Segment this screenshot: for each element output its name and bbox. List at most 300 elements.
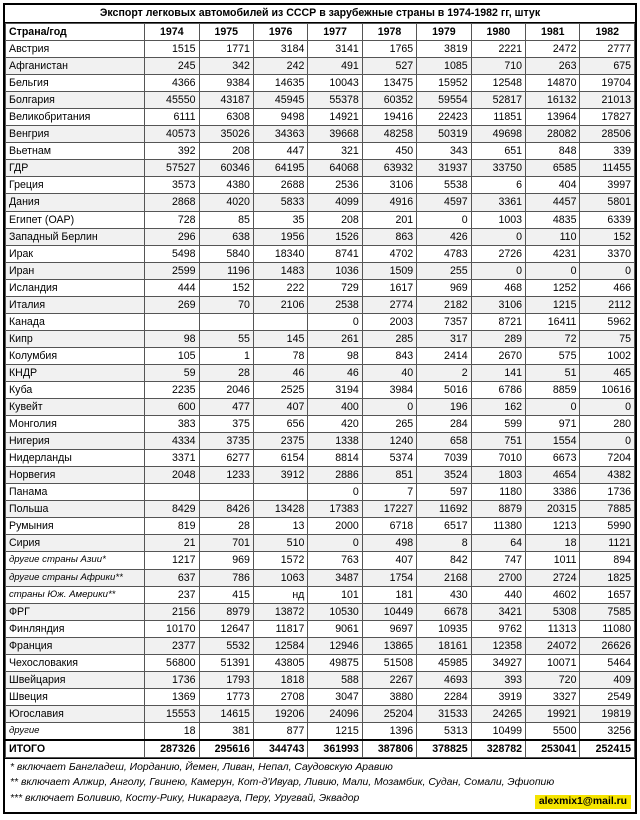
total-value-cell: 287326 [145, 740, 199, 758]
table-row [6, 58, 635, 75]
total-value-cell: 361993 [308, 740, 362, 758]
country-name: Франция [6, 637, 145, 654]
value-cell: 1803 [471, 467, 525, 484]
value-cell: 289 [471, 330, 525, 347]
value-cell: 588 [308, 671, 362, 688]
value-cell: 7204 [580, 450, 635, 467]
header-year-1977: 1977 [308, 24, 362, 41]
value-cell: 0 [308, 313, 362, 330]
value-cell: 1754 [362, 569, 416, 586]
value-cell: 2284 [417, 688, 471, 705]
value-cell: 64068 [308, 160, 362, 177]
country-name: Польша [6, 501, 145, 518]
country-name: Исландия [6, 279, 145, 296]
value-cell: 656 [253, 416, 307, 433]
value-cell: 1063 [253, 569, 307, 586]
country-name: Чехословакия [6, 654, 145, 671]
value-cell: 6277 [199, 450, 253, 467]
value-cell: 12946 [308, 637, 362, 654]
value-cell: 3819 [417, 41, 471, 58]
value-cell: 14635 [253, 75, 307, 92]
value-cell: 2375 [253, 433, 307, 450]
value-cell: 4602 [526, 586, 580, 603]
value-cell: 110 [526, 228, 580, 245]
country-name: Египет (ОАР) [6, 211, 145, 228]
value-cell: 3524 [417, 467, 471, 484]
value-cell: 64 [471, 535, 525, 552]
value-cell: 5308 [526, 603, 580, 620]
table-row [6, 262, 635, 279]
value-cell: 2472 [526, 41, 580, 58]
country-name: Греция [6, 177, 145, 194]
value-cell: 420 [308, 416, 362, 433]
value-cell: 863 [362, 228, 416, 245]
total-value-cell: 344743 [253, 740, 307, 758]
value-cell: 375 [199, 416, 253, 433]
value-cell: 15952 [417, 75, 471, 92]
value-cell: 6308 [199, 109, 253, 126]
value-cell: 40 [362, 364, 416, 381]
value-cell: 3327 [526, 688, 580, 705]
value-cell: 78 [253, 347, 307, 364]
value-cell: 6585 [526, 160, 580, 177]
value-cell: 675 [580, 58, 635, 75]
value-cell: 45550 [145, 92, 199, 109]
table-row [6, 143, 635, 160]
value-cell: 49698 [471, 126, 525, 143]
value-cell: 13872 [253, 603, 307, 620]
table-row [6, 228, 635, 245]
value-cell: 2688 [253, 177, 307, 194]
value-cell: 255 [417, 262, 471, 279]
value-cell: 141 [471, 364, 525, 381]
value-cell: 16132 [526, 92, 580, 109]
value-cell: 196 [417, 399, 471, 416]
value-cell: 3256 [580, 722, 635, 740]
value-cell: 11851 [471, 109, 525, 126]
value-cell: 4835 [526, 211, 580, 228]
table-row [6, 467, 635, 484]
country-name: Болгария [6, 92, 145, 109]
table-row [6, 433, 635, 450]
value-cell [253, 484, 307, 501]
value-cell: 3573 [145, 177, 199, 194]
table-row [6, 654, 635, 671]
country-name: Финляндия [6, 620, 145, 637]
value-cell: 1338 [308, 433, 362, 450]
value-cell: 28082 [526, 126, 580, 143]
country-name: страны Юж. Америки** [6, 586, 145, 603]
table-row [6, 688, 635, 705]
value-cell: 651 [471, 143, 525, 160]
value-cell: 51508 [362, 654, 416, 671]
value-cell: 19416 [362, 109, 416, 126]
value-cell: 786 [199, 569, 253, 586]
total-value-cell: 328782 [471, 740, 525, 758]
value-cell: 1396 [362, 722, 416, 740]
value-cell [199, 484, 253, 501]
header-year-1978: 1978 [362, 24, 416, 41]
table-row [6, 722, 635, 740]
value-cell: 3141 [308, 41, 362, 58]
value-cell: 339 [580, 143, 635, 160]
value-cell: 1215 [526, 296, 580, 313]
value-cell: 4654 [526, 467, 580, 484]
value-cell: 13964 [526, 109, 580, 126]
country-name: Бельгия [6, 75, 145, 92]
country-name: другие страны Африки** [6, 569, 145, 586]
value-cell: нд [253, 586, 307, 603]
value-cell: 599 [471, 416, 525, 433]
value-cell: 1554 [526, 433, 580, 450]
country-name: Панама [6, 484, 145, 501]
value-cell: 3370 [580, 245, 635, 262]
value-cell: 12548 [471, 75, 525, 92]
value-cell: 710 [471, 58, 525, 75]
value-cell: 2 [417, 364, 471, 381]
total-label: ИТОГО [6, 740, 145, 758]
table-row [6, 484, 635, 501]
value-cell: 1121 [580, 535, 635, 552]
value-cell: 9762 [471, 620, 525, 637]
value-cell: 4380 [199, 177, 253, 194]
value-cell: 1213 [526, 518, 580, 535]
export-table-sheet [3, 3, 637, 814]
value-cell: 33750 [471, 160, 525, 177]
value-cell: 342 [199, 58, 253, 75]
value-cell: 321 [308, 143, 362, 160]
value-cell: 5374 [362, 450, 416, 467]
country-name: Иран [6, 262, 145, 279]
value-cell: 4457 [526, 194, 580, 211]
value-cell: 5498 [145, 245, 199, 262]
value-cell: 0 [308, 535, 362, 552]
value-cell: 3194 [308, 381, 362, 398]
value-cell: 701 [199, 535, 253, 552]
value-cell: 4231 [526, 245, 580, 262]
value-cell: 498 [362, 535, 416, 552]
table-row [6, 347, 635, 364]
value-cell: 222 [253, 279, 307, 296]
value-cell: 465 [580, 364, 635, 381]
table-row [6, 177, 635, 194]
header-row [6, 24, 635, 41]
table-row [6, 126, 635, 143]
value-cell: 1617 [362, 279, 416, 296]
country-name: другие [6, 722, 145, 740]
value-cell: 98 [145, 330, 199, 347]
value-cell: 843 [362, 347, 416, 364]
country-name: Швейцария [6, 671, 145, 688]
value-cell: 4099 [308, 194, 362, 211]
value-cell: 0 [471, 262, 525, 279]
value-cell: 1011 [526, 552, 580, 569]
value-cell: 597 [417, 484, 471, 501]
value-cell: 426 [417, 228, 471, 245]
total-value-cell: 295616 [199, 740, 253, 758]
value-cell: 35 [253, 211, 307, 228]
value-cell: 6786 [471, 381, 525, 398]
value-cell: 85 [199, 211, 253, 228]
value-cell: 2538 [308, 296, 362, 313]
value-cell: 11380 [471, 518, 525, 535]
author-email[interactable]: alexmix1@mail.ru [535, 795, 631, 809]
value-cell: 2549 [580, 688, 635, 705]
value-cell: 7010 [471, 450, 525, 467]
value-cell: 49875 [308, 654, 362, 671]
value-cell: 25204 [362, 705, 416, 722]
value-cell: 10616 [580, 381, 635, 398]
country-name: Швеция [6, 688, 145, 705]
country-name: КНДР [6, 364, 145, 381]
value-cell: 1736 [580, 484, 635, 501]
value-cell: 0 [580, 433, 635, 450]
value-cell: 59554 [417, 92, 471, 109]
value-cell: 21013 [580, 92, 635, 109]
value-cell: 2774 [362, 296, 416, 313]
value-cell: 2414 [417, 347, 471, 364]
value-cell: 14870 [526, 75, 580, 92]
value-cell: 34927 [471, 654, 525, 671]
value-cell: 8429 [145, 501, 199, 518]
value-cell: 2536 [308, 177, 362, 194]
value-cell: 28 [199, 518, 253, 535]
value-cell: 1233 [199, 467, 253, 484]
value-cell: 409 [580, 671, 635, 688]
value-cell: 3735 [199, 433, 253, 450]
country-name: Норвегия [6, 467, 145, 484]
country-name: Монголия [6, 416, 145, 433]
value-cell: 343 [417, 143, 471, 160]
value-cell: 6111 [145, 109, 199, 126]
value-cell: 1196 [199, 262, 253, 279]
table-row [6, 381, 635, 398]
value-cell: 105 [145, 347, 199, 364]
value-cell: 98 [308, 347, 362, 364]
value-cell: 2156 [145, 603, 199, 620]
value-cell: 57527 [145, 160, 199, 177]
value-cell: 527 [362, 58, 416, 75]
value-cell: 3912 [253, 467, 307, 484]
value-cell: 63932 [362, 160, 416, 177]
header-year-1980: 1980 [471, 24, 525, 41]
value-cell: 2525 [253, 381, 307, 398]
value-cell: 3487 [308, 569, 362, 586]
value-cell: 491 [308, 58, 362, 75]
value-cell: 6517 [417, 518, 471, 535]
value-cell: 2112 [580, 296, 635, 313]
value-cell: 1771 [199, 41, 253, 58]
value-cell: 43805 [253, 654, 307, 671]
value-cell: 10530 [308, 603, 362, 620]
value-cell: 263 [526, 58, 580, 75]
value-cell: 1509 [362, 262, 416, 279]
value-cell: 11455 [580, 160, 635, 177]
value-cell: 2168 [417, 569, 471, 586]
value-cell: 440 [471, 586, 525, 603]
value-cell: 19206 [253, 705, 307, 722]
value-cell: 2599 [145, 262, 199, 279]
value-cell: 1793 [199, 671, 253, 688]
value-cell: 56800 [145, 654, 199, 671]
value-cell: 20315 [526, 501, 580, 518]
value-cell: 1483 [253, 262, 307, 279]
value-cell: 3371 [145, 450, 199, 467]
value-cell: 6718 [362, 518, 416, 535]
value-cell: 1572 [253, 552, 307, 569]
value-cell: 4597 [417, 194, 471, 211]
value-cell: 404 [526, 177, 580, 194]
value-cell: 60346 [199, 160, 253, 177]
value-cell: 1002 [580, 347, 635, 364]
value-cell: 59 [145, 364, 199, 381]
table-row [6, 637, 635, 654]
value-cell: 383 [145, 416, 199, 433]
value-cell: 3421 [471, 603, 525, 620]
value-cell: 1085 [417, 58, 471, 75]
value-cell: 26626 [580, 637, 635, 654]
value-cell [199, 313, 253, 330]
country-name: ГДР [6, 160, 145, 177]
value-cell: 46 [253, 364, 307, 381]
value-cell: 575 [526, 347, 580, 364]
value-cell: 2708 [253, 688, 307, 705]
value-cell: 510 [253, 535, 307, 552]
value-cell: 19704 [580, 75, 635, 92]
value-cell: 1818 [253, 671, 307, 688]
value-cell: 11313 [526, 620, 580, 637]
value-cell: 2700 [471, 569, 525, 586]
value-cell: 17827 [580, 109, 635, 126]
value-cell: 0 [580, 262, 635, 279]
value-cell: 2726 [471, 245, 525, 262]
value-cell: 208 [199, 143, 253, 160]
value-cell: 12647 [199, 620, 253, 637]
value-cell: 3106 [362, 177, 416, 194]
value-cell: 75 [580, 330, 635, 347]
value-cell: 28 [199, 364, 253, 381]
value-cell: 10043 [308, 75, 362, 92]
value-cell: 444 [145, 279, 199, 296]
value-cell: 43187 [199, 92, 253, 109]
table-row [6, 41, 635, 58]
table-row [6, 296, 635, 313]
country-name: Румыния [6, 518, 145, 535]
value-cell: 6154 [253, 450, 307, 467]
country-name: Колумбия [6, 347, 145, 364]
value-cell: 64195 [253, 160, 307, 177]
country-name: Югославия [6, 705, 145, 722]
value-cell: 51 [526, 364, 580, 381]
value-cell: 4366 [145, 75, 199, 92]
table-row [6, 552, 635, 569]
footnote-asia: * включает Бангладеш, Иорданию, Йемен, Ливан, Непал, Саудовскую Аравию [10, 761, 393, 773]
value-cell: 2267 [362, 671, 416, 688]
value-cell: 6678 [417, 603, 471, 620]
value-cell: 245 [145, 58, 199, 75]
value-cell: 0 [526, 262, 580, 279]
value-cell: 894 [580, 552, 635, 569]
value-cell: 447 [253, 143, 307, 160]
value-cell: 24265 [471, 705, 525, 722]
value-cell: 24096 [308, 705, 362, 722]
value-cell: 13475 [362, 75, 416, 92]
country-name: Дания [6, 194, 145, 211]
table-row [6, 569, 635, 586]
value-cell: 842 [417, 552, 471, 569]
value-cell: 46 [308, 364, 362, 381]
value-cell: 450 [362, 143, 416, 160]
footnote-south-america: *** включает Боливию, Косту-Рику, Никарагуа, Перу, Уругвай, Эквадор [10, 792, 360, 804]
value-cell: 466 [580, 279, 635, 296]
value-cell: 8 [417, 535, 471, 552]
value-cell: 2046 [199, 381, 253, 398]
table-body [6, 41, 635, 758]
value-cell: 18 [145, 722, 199, 740]
table-row [6, 245, 635, 262]
header-year-1975: 1975 [199, 24, 253, 41]
country-name: Куба [6, 381, 145, 398]
value-cell: 747 [471, 552, 525, 569]
value-cell: 10071 [526, 654, 580, 671]
country-name: Вьетнам [6, 143, 145, 160]
export-table [5, 23, 635, 758]
value-cell: 52817 [471, 92, 525, 109]
value-cell: 145 [253, 330, 307, 347]
table-title: Экспорт легковых автомобилей из СССР в зарубежные страны в 1974-1982 гг, штук [5, 5, 635, 23]
value-cell: 265 [362, 416, 416, 433]
table-row [6, 330, 635, 347]
value-cell: 9498 [253, 109, 307, 126]
value-cell: 2106 [253, 296, 307, 313]
value-cell: 0 [526, 399, 580, 416]
value-cell: 19921 [526, 705, 580, 722]
value-cell: 317 [417, 330, 471, 347]
value-cell: 5016 [417, 381, 471, 398]
value-cell: 4702 [362, 245, 416, 262]
value-cell: 819 [145, 518, 199, 535]
value-cell: 237 [145, 586, 199, 603]
value-cell: 13865 [362, 637, 416, 654]
value-cell [253, 313, 307, 330]
value-cell: 851 [362, 467, 416, 484]
value-cell: 152 [580, 228, 635, 245]
value-cell: 24072 [526, 637, 580, 654]
value-cell: 5313 [417, 722, 471, 740]
value-cell: 969 [199, 552, 253, 569]
value-cell: 7585 [580, 603, 635, 620]
value-cell: 39668 [308, 126, 362, 143]
value-cell: 1252 [526, 279, 580, 296]
value-cell: 720 [526, 671, 580, 688]
value-cell: 11692 [417, 501, 471, 518]
value-cell: 468 [471, 279, 525, 296]
value-cell: 1036 [308, 262, 362, 279]
footnote-africa: ** включает Алжир, Анголу, Гвинею, Камерун, Кот-д'Ивуар, Ливию, Мали, Мозамбик, Судан, Сомали, Эфиопию [10, 777, 555, 789]
value-cell: 1736 [145, 671, 199, 688]
value-cell: 4382 [580, 467, 635, 484]
value-cell: 13428 [253, 501, 307, 518]
value-cell: 14921 [308, 109, 362, 126]
table-row [6, 364, 635, 381]
table-row [6, 586, 635, 603]
value-cell: 6 [471, 177, 525, 194]
country-name: ФРГ [6, 603, 145, 620]
value-cell: 50319 [417, 126, 471, 143]
table-row [6, 313, 635, 330]
value-cell: 10449 [362, 603, 416, 620]
value-cell: 9697 [362, 620, 416, 637]
